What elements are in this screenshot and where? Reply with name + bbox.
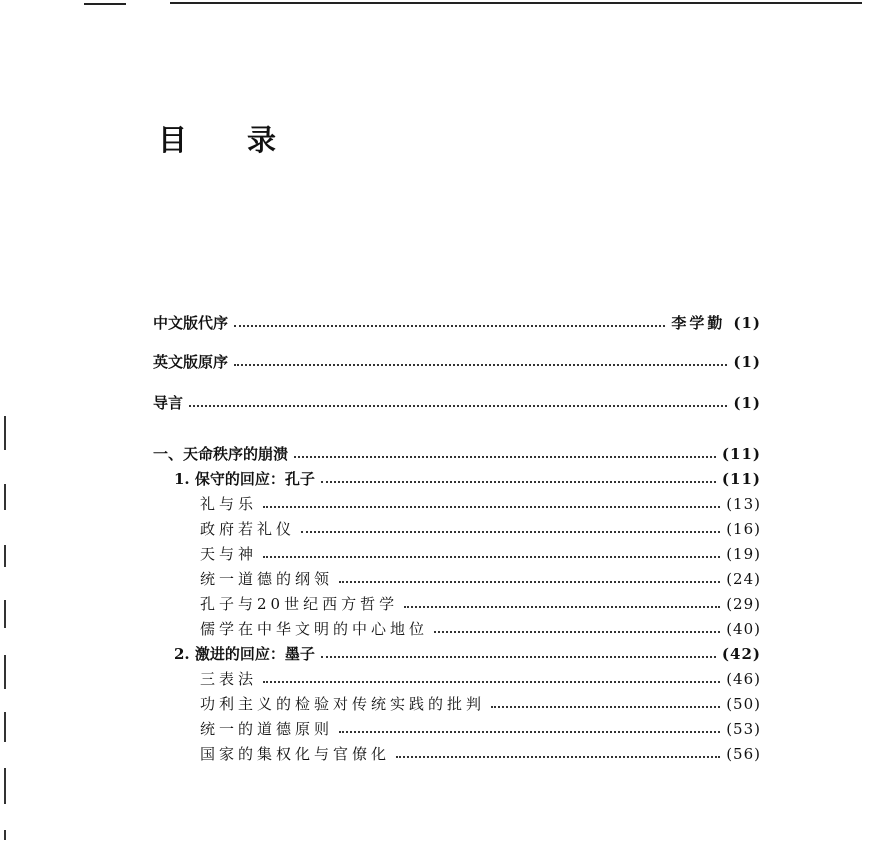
toc-entry-page: (24)	[726, 570, 761, 588]
leader-dots	[234, 325, 665, 327]
toc-entry-page: (19)	[726, 545, 761, 563]
scan-edge-mark	[4, 600, 6, 628]
toc-entry-page: (16)	[726, 520, 761, 538]
title-char: 录	[247, 123, 277, 157]
toc-entry-label: 2. 激进的回应：墨子	[174, 645, 315, 663]
toc-entry-label: 礼与乐	[200, 495, 258, 513]
toc-entry-label: 孔子与20世纪西方哲学	[200, 595, 399, 613]
toc-subentry	[200, 743, 761, 764]
scan-edge-mark	[4, 768, 6, 804]
leader-dots	[321, 656, 716, 658]
toc-entry-page: (11)	[721, 445, 761, 463]
leader-dots	[339, 581, 720, 583]
toc-section	[174, 643, 761, 664]
scan-edge-mark	[4, 416, 6, 450]
toc-entry-page: (40)	[726, 620, 761, 638]
leader-dots	[301, 531, 720, 533]
toc-entry-label: 导言	[153, 394, 184, 412]
leader-dots	[234, 364, 727, 366]
leader-dots	[491, 706, 720, 708]
toc-subentry	[200, 668, 761, 689]
toc-entry-page: (1)	[733, 314, 761, 332]
toc-entry-label: 中文版代序	[153, 314, 229, 332]
leader-dots	[263, 556, 720, 558]
toc-entry-label: 统一的道德原则	[200, 720, 334, 738]
leader-dots	[396, 756, 720, 758]
toc-subentry	[200, 518, 761, 539]
toc-entry-label: 天与神	[200, 545, 258, 563]
toc-entry-page: (42)	[721, 645, 761, 663]
toc-entry-label: 政府若礼仪	[200, 520, 296, 538]
toc-entry	[153, 312, 761, 333]
page-title	[158, 118, 276, 159]
toc-subentry	[200, 718, 761, 739]
toc-subentry	[200, 568, 761, 589]
leader-dots	[263, 506, 720, 508]
top-rule-right	[170, 2, 862, 4]
toc-entry-label: 1. 保守的回应：孔子	[174, 470, 315, 488]
toc-entry-page: (53)	[726, 720, 761, 738]
title-char: 目	[158, 123, 188, 157]
leader-dots	[189, 405, 727, 407]
toc-subentry	[200, 493, 761, 514]
toc-entry-author: 李学勤	[671, 314, 726, 332]
top-rule-left	[84, 3, 126, 5]
scan-edge-mark	[4, 830, 6, 840]
toc-subentry	[200, 618, 761, 639]
scan-edge-mark	[4, 712, 6, 742]
toc-entry-page: (46)	[726, 670, 761, 688]
toc-entry-page: (13)	[726, 495, 761, 513]
leader-dots	[434, 631, 720, 633]
toc-entry-label: 儒学在中华文明的中心地位	[200, 620, 429, 638]
leader-dots	[404, 606, 720, 608]
toc-chapter	[153, 443, 761, 464]
scan-edge-mark	[4, 655, 6, 689]
toc-entry-page: (29)	[726, 595, 761, 613]
toc-entry-label: 三表法	[200, 670, 258, 688]
toc-entry-label: 统一道德的纲领	[200, 570, 334, 588]
toc-entry	[153, 351, 761, 372]
toc-entry-label: 国家的集权化与官僚化	[200, 745, 391, 763]
leader-dots	[294, 456, 716, 458]
toc-entry-label: 英文版原序	[153, 353, 229, 371]
toc-entry-page: (56)	[726, 745, 761, 763]
toc-entry-page: (1)	[733, 394, 761, 412]
toc-entry-page: (11)	[721, 470, 761, 488]
toc-entry-label: 一、天命秩序的崩溃	[153, 445, 289, 463]
toc-entry-page: (50)	[726, 695, 761, 713]
toc-subentry	[200, 693, 761, 714]
toc-entry-page: (1)	[733, 353, 761, 371]
scan-edge-mark	[4, 484, 6, 510]
toc-section	[174, 468, 761, 489]
scan-edge-mark	[4, 545, 6, 567]
leader-dots	[321, 481, 716, 483]
toc-entry	[153, 392, 761, 413]
toc-subentry	[200, 543, 761, 564]
leader-dots	[339, 731, 720, 733]
leader-dots	[263, 681, 720, 683]
toc-entry-label: 功利主义的检验对传统实践的批判	[200, 695, 486, 713]
toc-subentry	[200, 593, 761, 614]
